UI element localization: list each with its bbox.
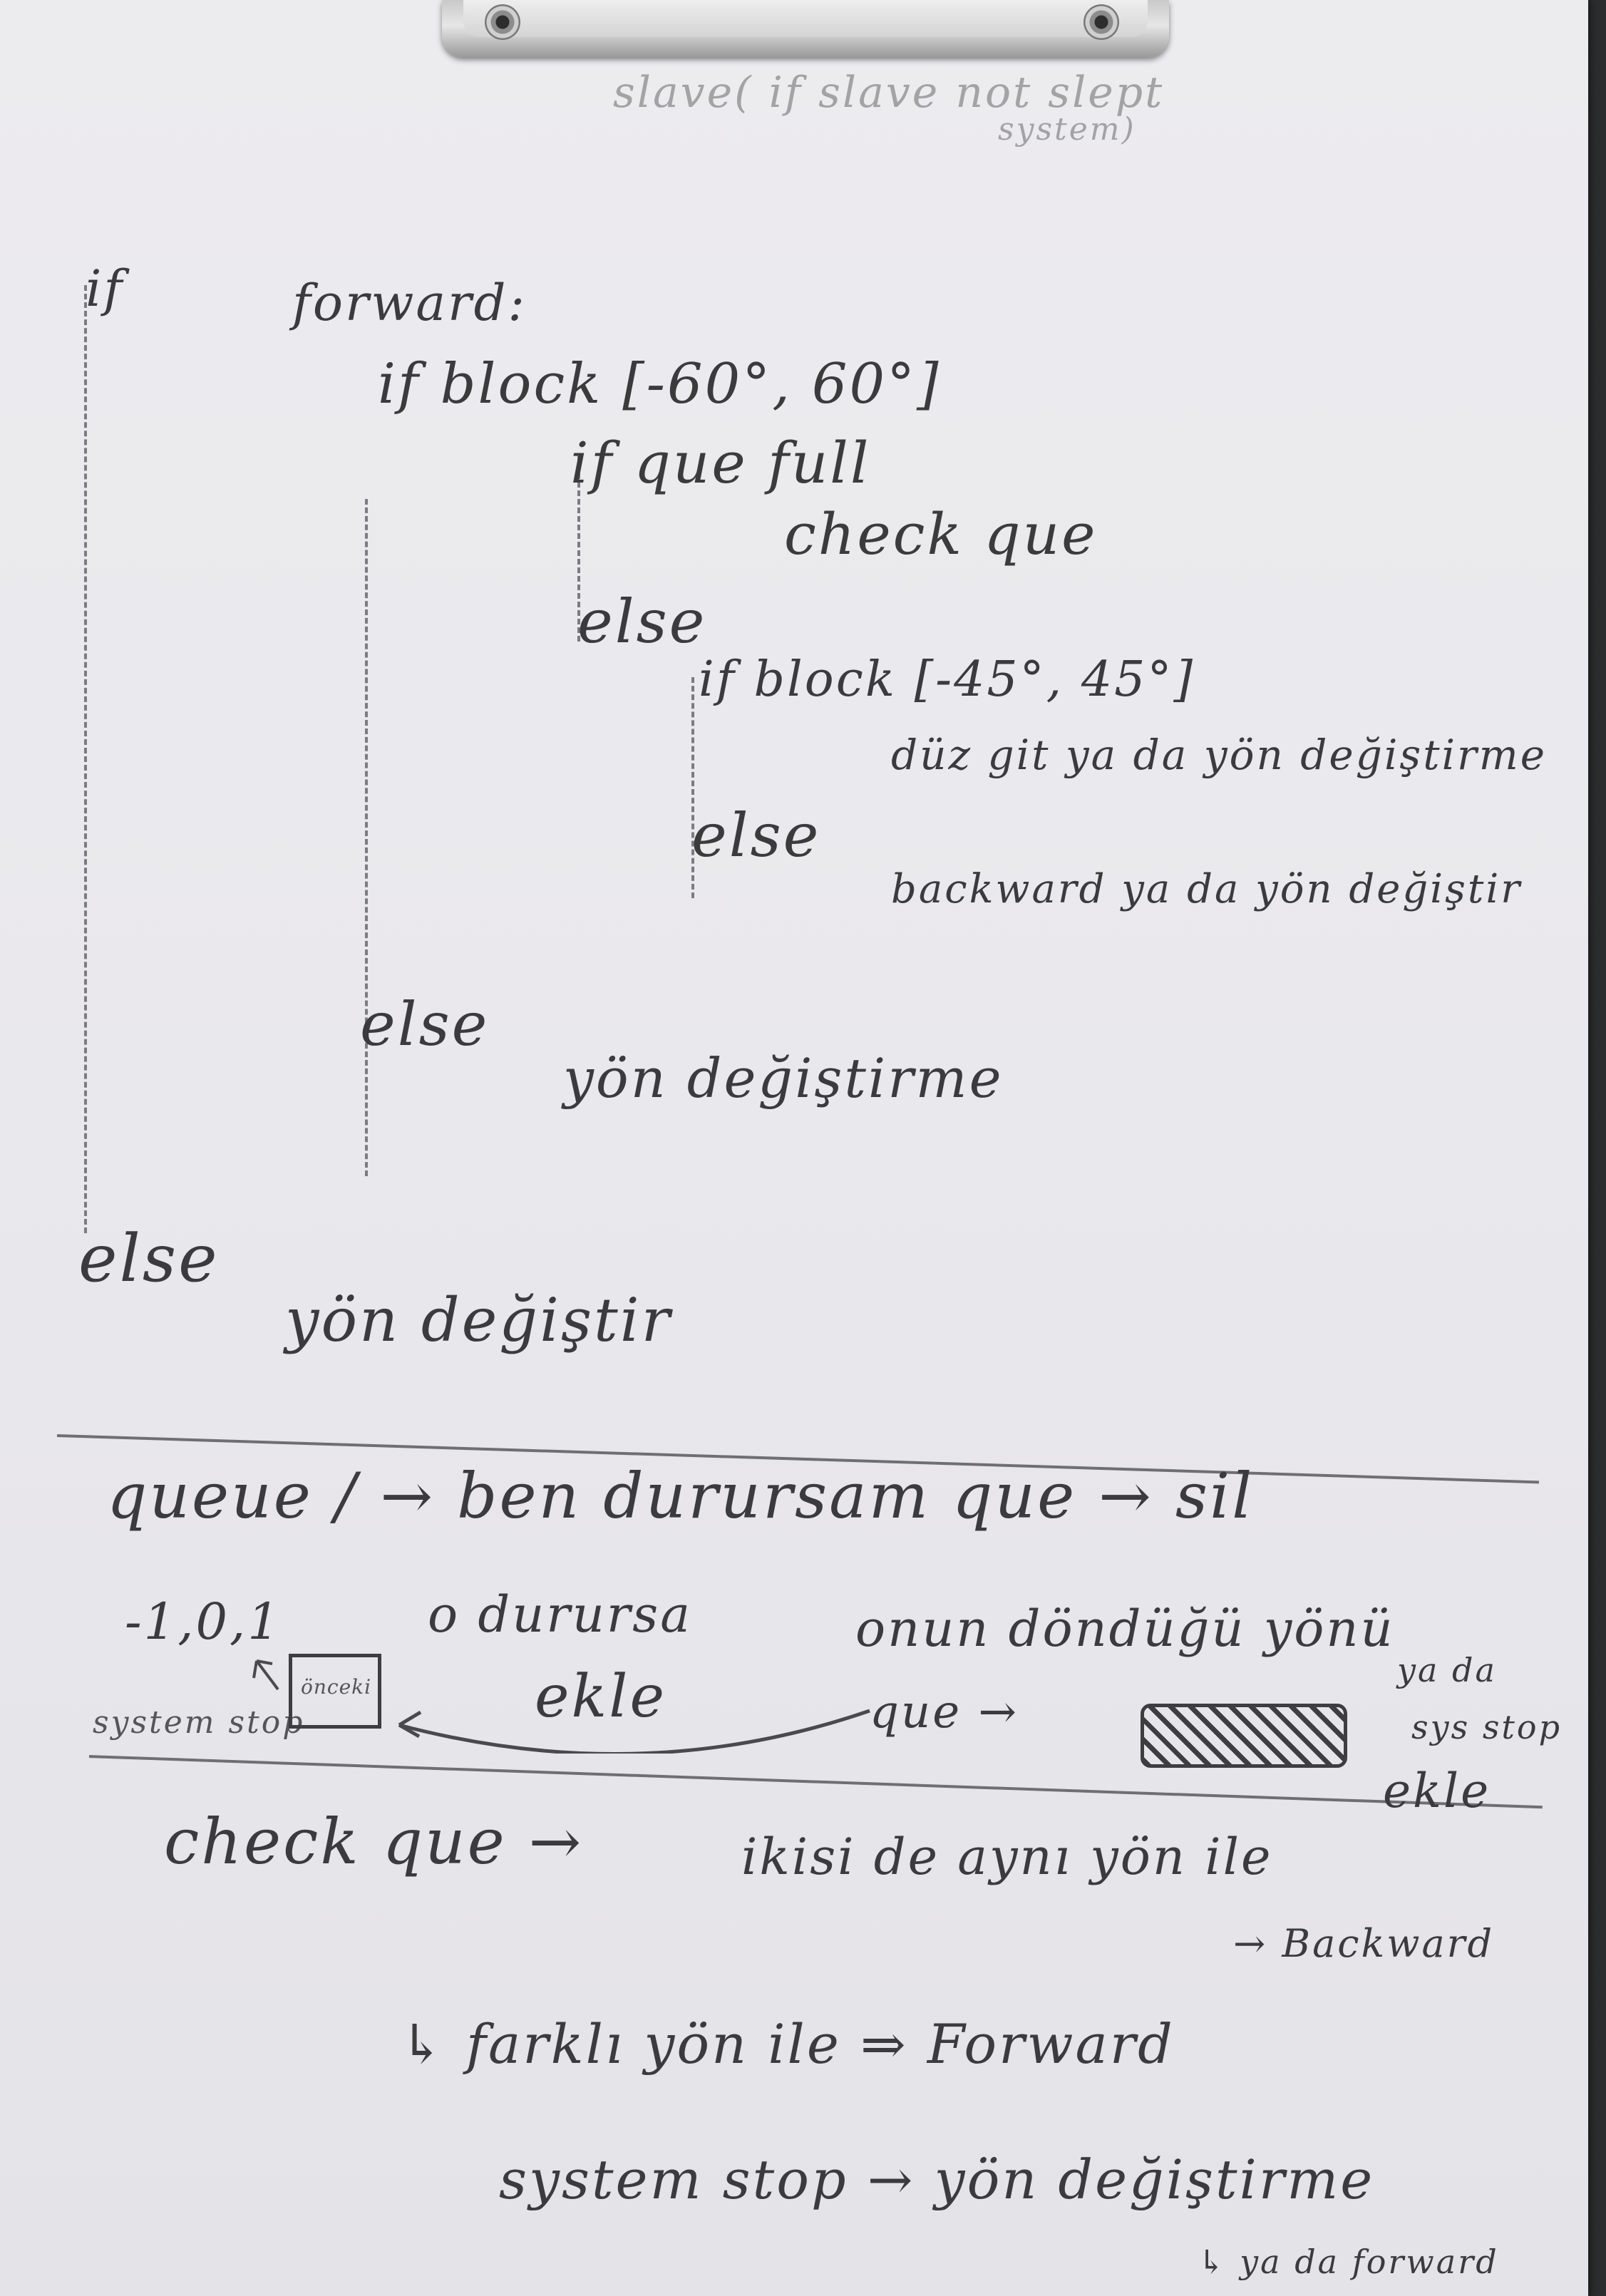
crossed-out-box	[1141, 1704, 1347, 1768]
note-o-durursa: o durursa	[428, 1585, 692, 1644]
code-backward: backward ya da yön değiştir	[891, 866, 1523, 912]
code-if-que-full: if que full	[570, 430, 871, 496]
indent-guide-mid	[365, 499, 368, 1176]
note-system-stop: system stop → yön değiştirme	[499, 2148, 1375, 2211]
previous-robot-box-label: önceki	[301, 1675, 372, 1699]
note-backward: → Backward	[1233, 1921, 1495, 1966]
code-duz-git: düz git ya da yön değiştirme	[891, 731, 1548, 779]
header-note-line2: system)	[998, 111, 1136, 148]
note-check-que: check que →	[164, 1805, 584, 1878]
header-note-line1: slave( if slave not slept	[613, 68, 1165, 118]
clipboard-clip	[442, 0, 1169, 57]
clip-plate	[463, 0, 1148, 37]
note-ikisi-de: ikisi de aynı yön ile	[741, 1828, 1273, 1886]
code-if-forward: if	[86, 259, 125, 318]
curved-arrow-icon	[214, 1611, 927, 1754]
note-onun-dondugu: onun döndüğü yönü	[855, 1600, 1395, 1658]
rivet-left-icon	[485, 4, 520, 40]
note-farkli: ↳ farklı yön ile ⇒ Forward	[399, 2012, 1175, 2076]
code-else-2: else	[691, 800, 821, 870]
code-if-block-2: if block [-45°, 45°]	[699, 652, 1195, 708]
note-queue-line: queue / → ben durursam que → sil	[107, 1459, 1255, 1533]
note-ekle-right: ekle	[1383, 1764, 1491, 1818]
code-forward: forward:	[292, 274, 527, 332]
code-else-4: else	[78, 1220, 220, 1297]
code-yon-degistirme: yön değiştirme	[563, 1046, 1004, 1110]
note-que-arrow: que →	[870, 1686, 1019, 1739]
note-ya-da-forward: ↳ ya da forward	[1198, 2243, 1499, 2281]
code-if-block: if block [-60°, 60°]	[378, 352, 941, 416]
rivet-right-icon	[1083, 4, 1119, 40]
code-else-1: else	[577, 587, 707, 657]
note-ekle-left: ekle	[535, 1663, 666, 1731]
code-yon-degistir: yön değiştir	[285, 1285, 672, 1355]
code-check-que: check que	[784, 501, 1098, 567]
note-sys-stop-right: sys stop	[1411, 1708, 1563, 1746]
indent-guide-outer	[84, 285, 87, 1233]
note-neg101: -1,0,1	[125, 1592, 282, 1651]
note-ya-da: ya da	[1397, 1651, 1497, 1689]
note-system-stop-left: system stop	[93, 1704, 305, 1741]
code-else-3: else	[360, 989, 490, 1059]
